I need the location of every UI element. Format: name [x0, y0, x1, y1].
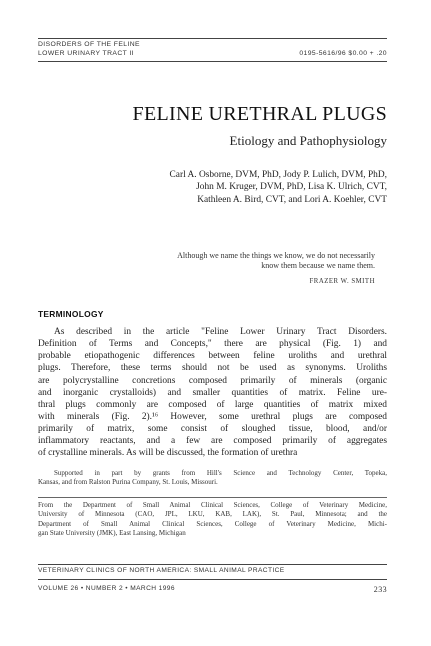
epigraph-line: know them because we name them.: [261, 261, 375, 271]
footnote-line: From the Department of Small Animal Clinical Sciences, College of Veterinary Medicine,: [38, 501, 387, 509]
footnote-support: [38, 469, 387, 488]
footnote-line: University of Minnesota (CAO, JPL, LKU, KAB, LAK), St. Paul, Minnesota; and the: [38, 510, 387, 519]
footer-journal: VETERINARY CLINICS OF NORTH AMERICA: SMALL ANIMAL PRACTICE: [38, 567, 285, 574]
body-line: thral plugs commonly are composed of large quantities of matrix mixed: [38, 399, 387, 410]
epigraph-line: Although we name the things we know, we do not necessarily: [177, 251, 375, 260]
body-line: plugs. Therefore, these terms should not be used as synonyms. Uroliths: [38, 363, 387, 374]
body-line: primarily of matrix, some consist of sloughed tissue, blood, and/or: [38, 424, 387, 435]
author-list: [38, 169, 387, 206]
footnote-line: Supported in part by grants from Hill's Science and Technology Center, Topeka,: [54, 469, 387, 477]
footnote-line: gan State University (JMK), East Lansing, Michigan: [38, 529, 186, 538]
footer-rule-top: [38, 564, 387, 565]
article-subtitle: Etiology and Pathophysiology: [229, 133, 387, 148]
header-series-line-1: DISORDERS OF THE FELINE: [38, 41, 140, 48]
epigraph-quote: [120, 251, 375, 271]
footer-issue-line: [38, 585, 387, 592]
author-line: John M. Kruger, DVM, PhD, Lisa K. Ulrich, CVT,: [196, 182, 387, 193]
footnote-line: Department of Small Animal Clinical Sciences, College of Veterinary Medicine, Michi-: [38, 519, 387, 528]
body-line: Definition of Terms and Concepts," there are physical (Fig. 1) and: [38, 339, 387, 350]
section-heading: TERMINOLOGY: [38, 309, 104, 319]
body-line: As described in the article "Feline Lower Urinary Tract Disorders.: [54, 327, 387, 337]
header-rule-top: [38, 38, 387, 39]
footnote-affiliation: [38, 501, 387, 539]
footnote-line: Kansas, and from Ralston Purina Company, St. Louis, Missouri.: [38, 478, 218, 487]
header-rule-bottom: [38, 61, 387, 62]
running-header: [38, 41, 387, 58]
page-number: 233: [373, 585, 387, 594]
body-line: of crystalline minerals. As will be discussed, the formation of urethra: [38, 448, 298, 459]
header-article-code: 0195-5616/96 $0.00 + .20: [299, 49, 387, 57]
body-line: probable etiopathogenic differences between feline uroliths and urethral: [38, 351, 387, 362]
body-line: inflammatory reactants, and a few are composed primarily of aggregates: [38, 436, 387, 447]
footnote-rule: [38, 497, 387, 498]
author-line: Kathleen A. Bird, CVT, and Lori A. Koehler, CVT: [197, 194, 387, 205]
body-paragraph: [38, 326, 387, 460]
footer-issue: VOLUME 26 • NUMBER 2 • MARCH 1996: [38, 585, 175, 592]
article-title: FELINE URETHRAL PLUGS: [132, 103, 387, 125]
header-series-line-2: LOWER URINARY TRACT II: [38, 49, 134, 57]
body-line: are polycrystalline concretions composed primarily of minerals (organic: [38, 375, 387, 386]
body-line: with minerals (Fig. 2).¹⁶ However, some urethral plugs are composed: [38, 411, 387, 422]
author-line: Carl A. Osborne, DVM, PhD, Jody P. Lulich, DVM, PhD,: [169, 170, 387, 180]
body-line: and inorganic crystalloids) and smaller quantities of matrix. Feline ure-: [38, 387, 387, 398]
footer-rule-middle: [38, 579, 387, 580]
epigraph-author: FRAZER W. SMITH: [309, 278, 375, 285]
